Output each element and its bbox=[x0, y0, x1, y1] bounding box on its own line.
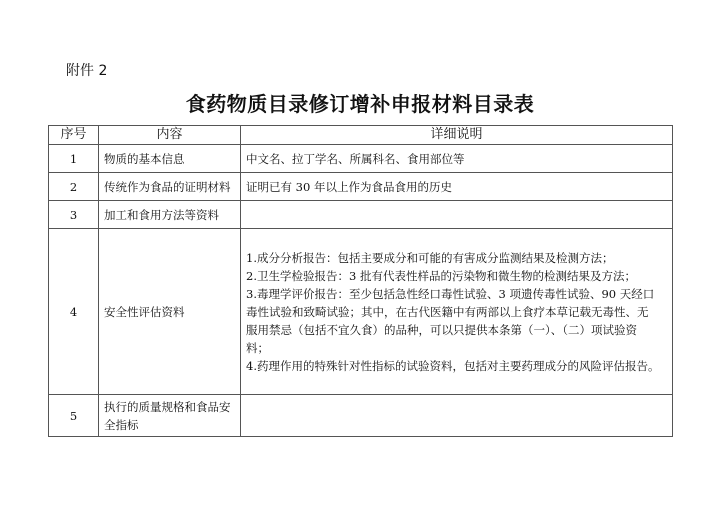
detail-line: 服用禁忌（包括不宜久食）的品种，可以只提供本条第（一）、（二）项试验资 bbox=[246, 322, 637, 337]
row-seq: 1 bbox=[49, 145, 99, 173]
attachment-label: 附件 2 bbox=[66, 63, 108, 79]
table-row bbox=[49, 201, 673, 229]
row-content: 安全性评估资料 bbox=[99, 229, 241, 395]
header-seq: 序号 bbox=[49, 126, 99, 145]
table-row bbox=[49, 395, 673, 437]
detail-line: 毒性试验和致畸试验；其中，在古代医籍中有两部以上食疗本草记载无毒性、无 bbox=[246, 304, 649, 319]
row-content: 传统作为食品的证明材料 bbox=[99, 173, 241, 201]
row-detail: 证明已有 30 年以上作为食品食用的历史 bbox=[241, 173, 673, 201]
detail-line: 4.药理作用的特殊针对性指标的试验资料，包括对主要药理成分的风险评估报告。 bbox=[246, 358, 660, 373]
header-content: 内容 bbox=[99, 126, 241, 145]
row-content: 物质的基本信息 bbox=[99, 145, 241, 173]
row-seq: 5 bbox=[49, 395, 99, 437]
row-content: 执行的质量规格和食品安全指标 bbox=[99, 395, 241, 437]
table-row bbox=[49, 229, 673, 395]
page-title: 食药物质目录修订增补申报材料目录表 bbox=[185, 92, 535, 116]
table-header-row bbox=[49, 126, 673, 145]
row-detail bbox=[241, 201, 673, 229]
materials-table bbox=[48, 125, 673, 437]
detail-line: 1.成分分析报告：包括主要成分和可能的有害成分监测结果及检测方法； bbox=[246, 250, 614, 265]
table-row bbox=[49, 145, 673, 173]
row-seq: 2 bbox=[49, 173, 99, 201]
detail-line: 2.卫生学检验报告：3 批有代表性样品的污染物和微生物的检测结果及方法； bbox=[246, 268, 636, 283]
detail-line: 料； bbox=[246, 340, 269, 355]
row-seq: 4 bbox=[49, 229, 99, 395]
header-detail: 详细说明 bbox=[241, 126, 673, 145]
row-content: 加工和食用方法等资料 bbox=[99, 201, 241, 229]
row-detail: 中文名、拉丁学名、所属科名、食用部位等 bbox=[241, 145, 673, 173]
row-detail bbox=[241, 395, 673, 437]
detail-line: 3.毒理学评价报告：至少包括急性经口毒性试验、3 项遗传毒性试验、90 天经口 bbox=[246, 286, 655, 301]
row-seq: 3 bbox=[49, 201, 99, 229]
row-detail bbox=[241, 229, 673, 395]
table-row bbox=[49, 173, 673, 201]
